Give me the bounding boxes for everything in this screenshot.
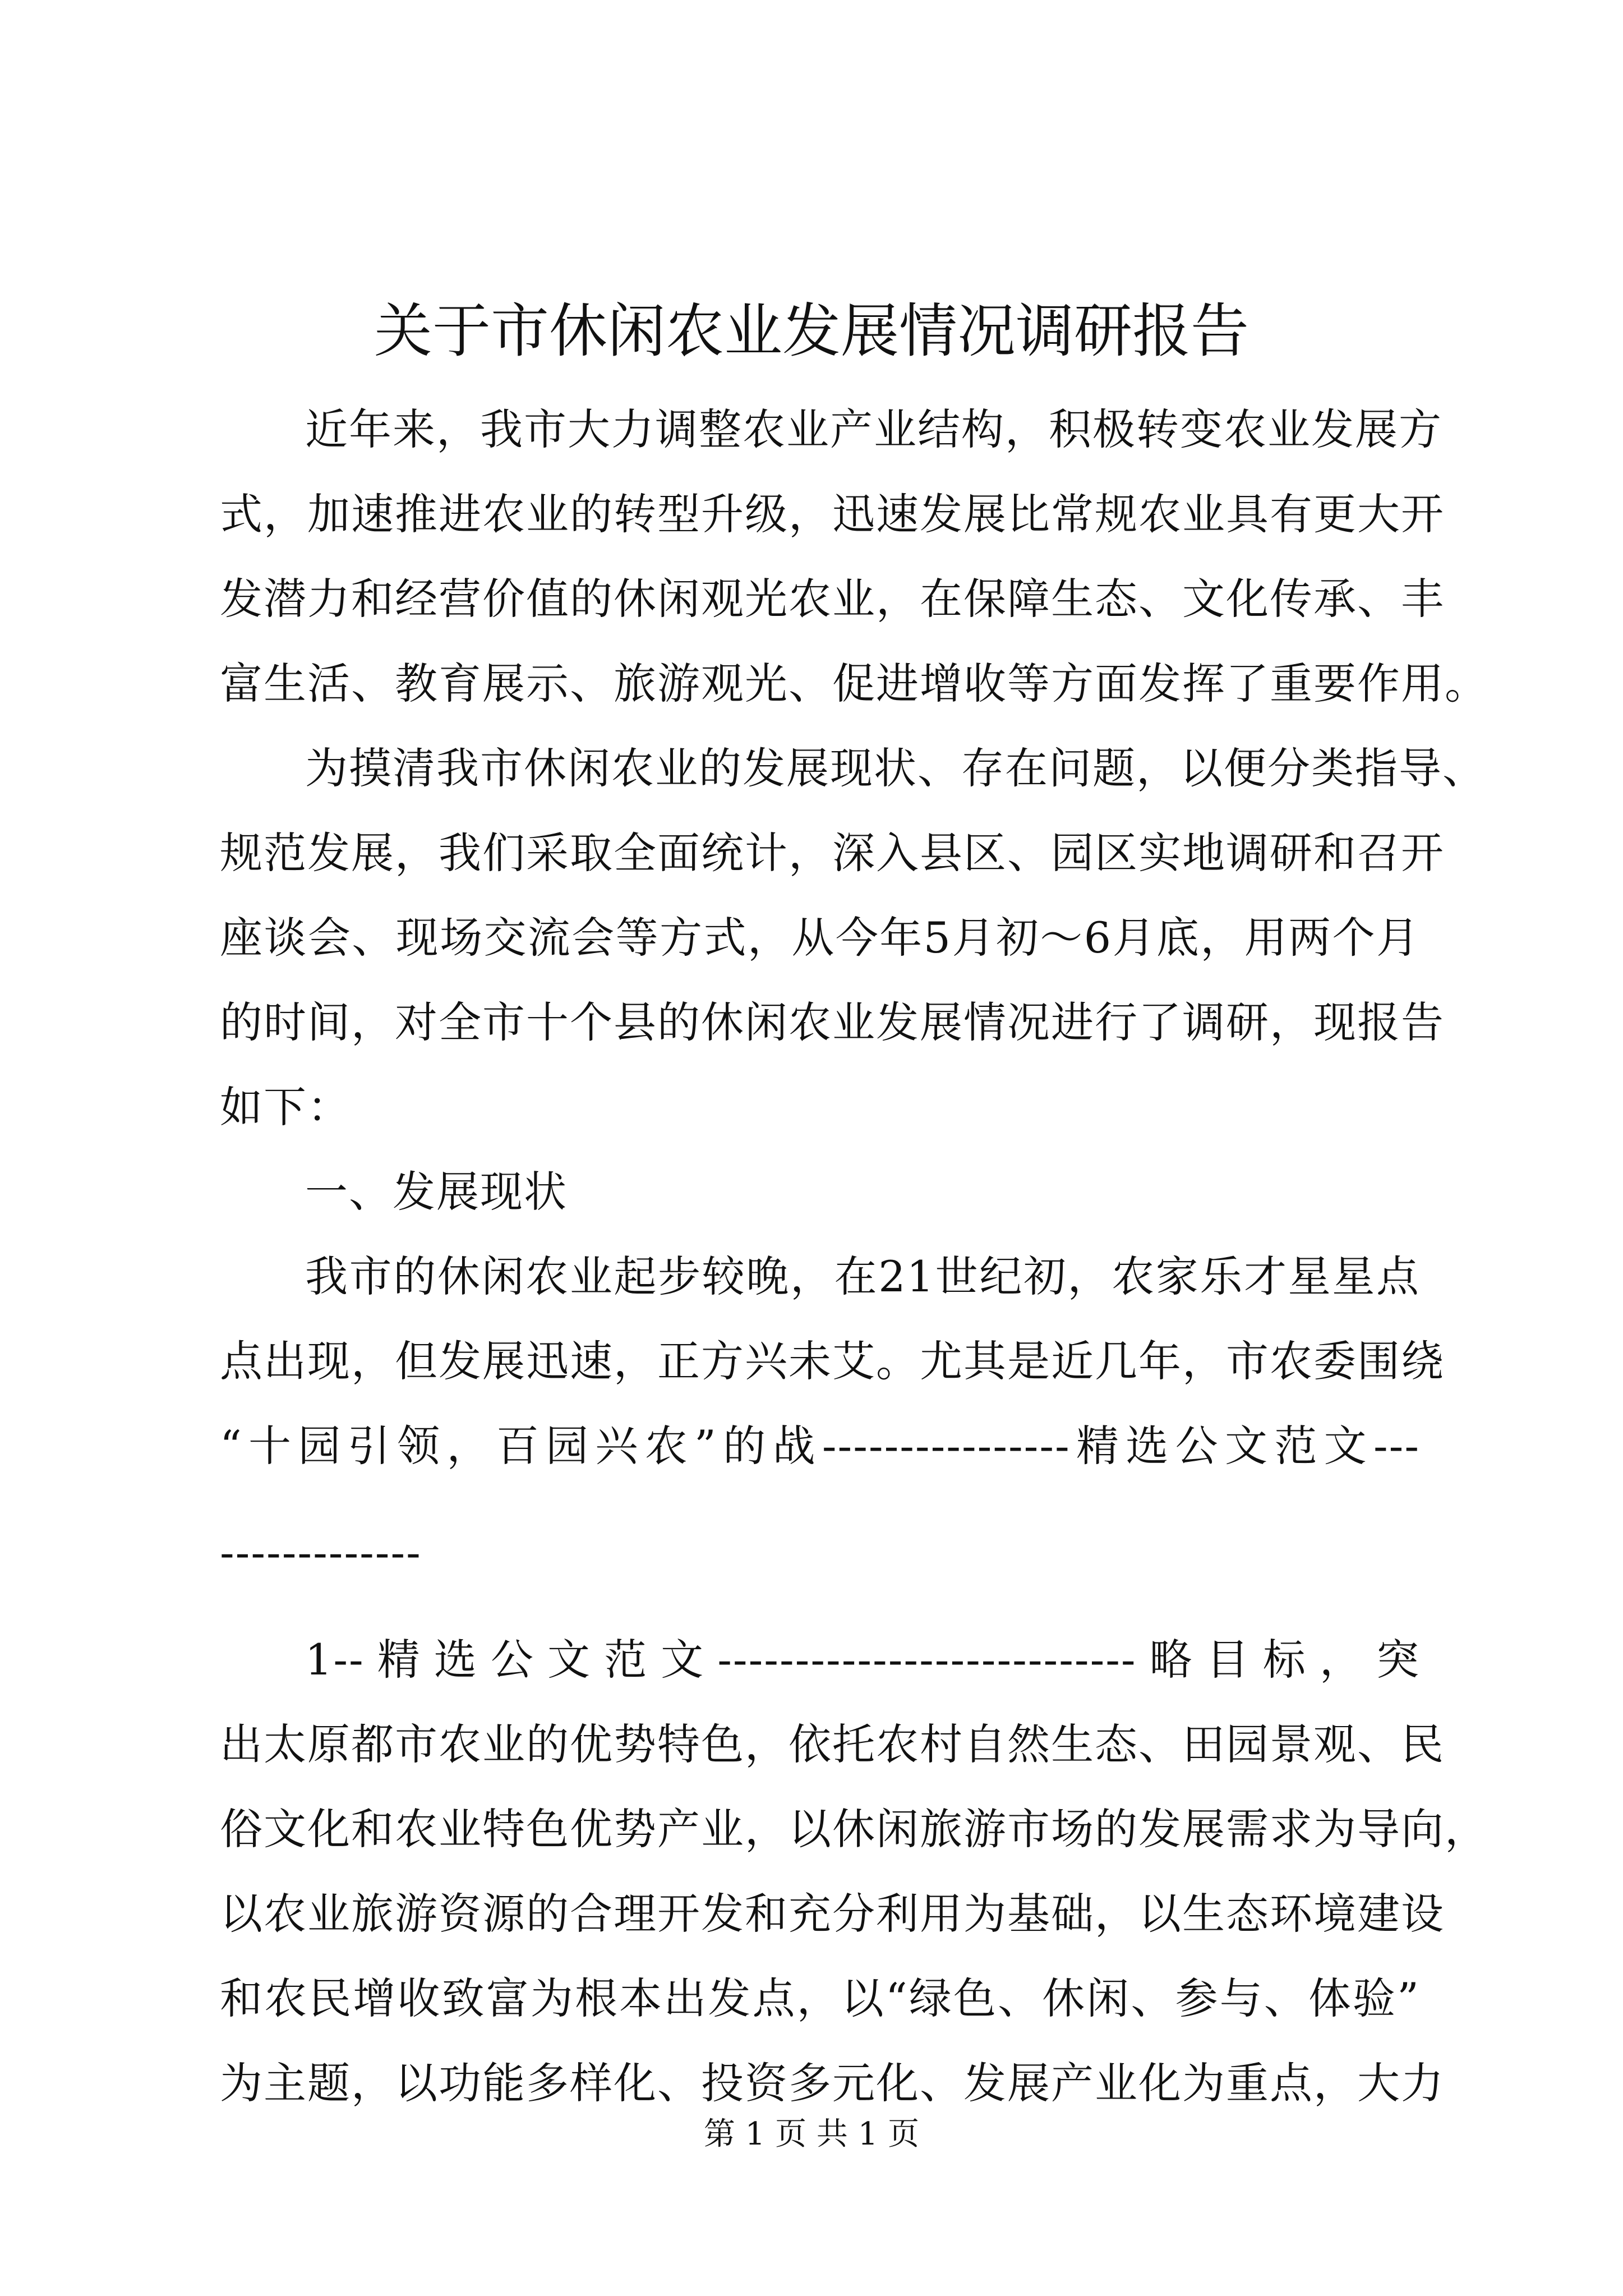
document-body xyxy=(220,387,1488,2125)
paragraph-line: 如下： xyxy=(220,1082,351,1132)
paragraph-line: 近年来，我市大力调整农业产业结构，积极转变农业发展方 xyxy=(305,404,1442,454)
paragraph-line: 为主题，以功能多样化、投资多元化、发展产业化为重点，大力 xyxy=(220,2058,1445,2108)
paragraph-line: 富生活、教育展示、旅游观光、促进增收等方面发挥了重要作用。 xyxy=(220,659,1488,708)
section-heading: 一、发展现状 xyxy=(305,1167,568,1217)
paragraph-line: 的时间，对全市十个县的休闲农业发展情况进行了调研，现报告 xyxy=(220,997,1445,1047)
paragraph-line: 以农业旅游资源的合理开发和充分利用为基础，以生态环境建设 xyxy=(220,1889,1445,1939)
page-footer: 第 1 页 共 1 页 xyxy=(703,2116,920,2152)
paragraph-line: 俗文化和农业特色优势产业，以休闲旅游市场的发展需求为导向， xyxy=(220,1804,1488,1854)
document-title: 关于市休闲农业发展情况调研报告 xyxy=(374,297,1249,365)
paragraph-line: 发潜力和经营价值的休闲观光农业，在保障生态、文化传承、丰 xyxy=(220,574,1445,624)
paragraph-line: 出太原都市农业的优势特色，依托农村自然生态、田园景观、民 xyxy=(220,1719,1445,1769)
paragraph-line: 规范发展，我们采取全面统计，深入县区、园区实地调研和召开 xyxy=(220,828,1445,878)
paragraph-line: 为摸清我市休闲农业的发展现状、存在问题，以便分类指导、 xyxy=(305,743,1486,793)
paragraph-line: 点出现，但发展迅速，正方兴未艾。尤其是近几年，市农委围绕 xyxy=(220,1336,1445,1386)
paragraph-line: 和农民增收致富为根本出发点，以“绿色、休闲、参与、体验” xyxy=(220,1973,1420,2023)
paragraph-line: 1--精选公文范文---------------------------略目标，突 xyxy=(305,1635,1420,1685)
paragraph-line: ------------- xyxy=(220,1527,422,1577)
paragraph-line: “十园引领，百园兴农”的战----------------精选公文范文--- xyxy=(220,1421,1420,1471)
paragraph-line: 式，加速推进农业的转型升级，迅速发展比常规农业具有更大开 xyxy=(220,489,1445,539)
paragraph-line: 座谈会、现场交流会等方式，从今年5月初～6月底，用两个月 xyxy=(220,913,1420,963)
paragraph-line: 我市的休闲农业起步较晚，在21世纪初，农家乐才星星点 xyxy=(305,1251,1420,1301)
